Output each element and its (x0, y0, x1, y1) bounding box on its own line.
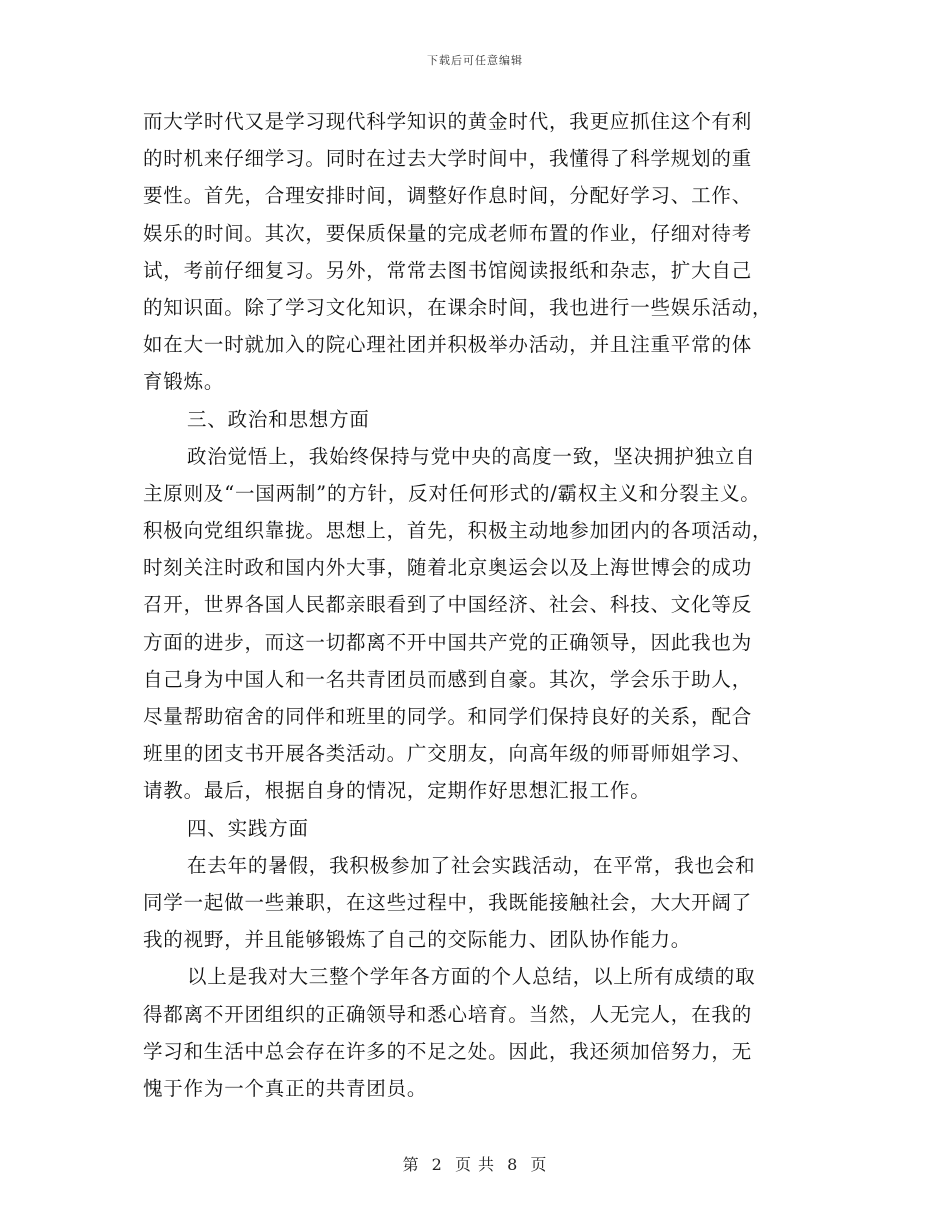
footer-middle: 页 共 (454, 1155, 496, 1174)
footer-suffix: 页 (530, 1155, 548, 1174)
body-line: 愧于作为一个真正的共青团员。 (143, 1076, 428, 1100)
body-line: 如在大一时就加入的院心理社团并积极举办活动，并且注重平常的体 (143, 333, 753, 357)
body-line: 自己身为中国人和一名共青团员而感到自豪。其次，学会乐于助人， (143, 667, 753, 691)
body-line: 的时机来仔细学习。同时在过去大学时间中，我懂得了科学规划的重 (143, 147, 753, 171)
body-line: 学习和生活中总会存在许多的不足之处。因此，我还须加倍努力，无 (143, 1039, 753, 1063)
section-heading-practice: 四、实践方面 (187, 816, 309, 840)
body-line: 请教。最后，根据自身的情况，定期作好思想汇报工作。 (143, 779, 651, 803)
body-line: 时刻关注时政和国内外大事，随着北京奥运会以及上海世博会的成功 (143, 556, 753, 580)
body-line: 我的视野，并且能够锻炼了自己的交际能力、团队协作能力。 (143, 928, 692, 952)
body-line: 主原则及“一国两制”的方针，反对任何形式的/霸权主义和分裂主义。 (143, 481, 761, 505)
body-line: 以上是我对大三整个学年各方面的个人总结，以上所有成绩的取 (187, 965, 756, 989)
body-line: 试，考前仔细复习。另外，常常去图书馆阅读报纸和杂志，扩大自己 (143, 258, 753, 282)
body-line: 育锻炼。 (143, 370, 225, 394)
page-number-footer (0, 1152, 950, 1175)
body-line: 要性。首先，合理安排时间，调整好作息时间，分配好学习、工作、 (143, 184, 753, 208)
header-note: 下载后可任意编辑 (427, 54, 523, 67)
body-line: 得都离不开团组织的正确领导和悉心培育。当然，人无完人，在我的 (143, 1002, 753, 1026)
body-line: 的知识面。除了学习文化知识，在课余时间，我也进行一些娱乐活动， (143, 295, 773, 319)
footer-total-pages: 8 (507, 1155, 519, 1174)
body-line: 而大学时代又是学习现代科学知识的黄金时代，我更应抓住这个有利 (143, 110, 753, 133)
body-line: 班里的团支书开展各类活动。广交朋友，向高年级的师哥师姐学习、 (143, 742, 753, 766)
body-line: 尽量帮助宿舍的同伴和班里的同学。和同学们保持良好的关系，配合 (143, 705, 753, 728)
body-line: 娱乐的时间。其次，要保质保量的完成老师布置的作业，仔细对待考 (143, 221, 753, 245)
document-body (143, 103, 813, 1107)
body-line: 召开，世界各国人民都亲眼看到了中国经济、社会、科技、文化等反 (143, 593, 753, 617)
body-line: 同学一起做一些兼职，在这些过程中，我既能接触社会，大大开阔了 (143, 890, 753, 914)
footer-prefix: 第 (402, 1155, 420, 1174)
body-line: 在去年的暑假，我积极参加了社会实践活动，在平常，我也会和 (187, 853, 756, 877)
body-line: 方面的进步，而这一切都离不开中国共产党的正确领导，因此我也为 (143, 630, 753, 654)
footer-current-page: 2 (431, 1155, 443, 1174)
body-line: 政治觉悟上，我始终保持与党中央的高度一致，坚决拥护独立自 (187, 444, 756, 468)
section-heading-politics: 三、政治和思想方面 (187, 407, 370, 431)
body-line: 积极向党组织靠拢。思想上，首先，积极主动地参加团内的各项活动， (143, 519, 773, 543)
